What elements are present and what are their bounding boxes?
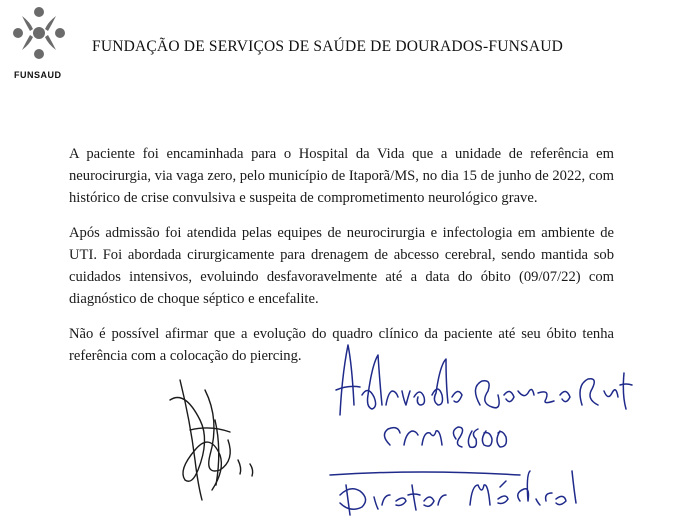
logo-caption: FUNSAUD — [14, 70, 62, 80]
paragraph-referral: A paciente foi encaminhada para o Hospital da Vida que a unidade de referência em neurocirurgia, via vaga zero, pelo município de Itaporã/MS, no dia 15 de junho de 2022, com histórico de crise convulsiva e suspeita de comprometimento neurológico grave. — [69, 146, 614, 206]
letterhead — [0, 0, 685, 100]
funsaud-logo-icon — [8, 2, 70, 64]
organization-title: FUNDAÇÃO DE SERVIÇOS DE SAÚDE DE DOURADOS-FUNSAUD — [92, 38, 564, 55]
signature-area — [0, 330, 685, 519]
handwritten-physician-signature — [320, 335, 640, 519]
handwritten-initials-signature — [150, 360, 280, 510]
paragraph-treatment: Após admissão foi atendida pelas equipes de neurocirurgia e infectologia em ambiente de UTI. Foi abordada cirurgicamente para drenagem de abcesso cerebral, sendo mantida sob cuidados intensivos, evoluindo desfavoravelmente até a data do óbito (09/07/22) com diagnóstico de choque séptico e encefalite. — [69, 225, 614, 307]
paragraph-conclusion: Não é possível afirmar que a evolução do quadro clínico da paciente até seu óbito tenha referência com a colocação do piercing. — [69, 326, 614, 364]
